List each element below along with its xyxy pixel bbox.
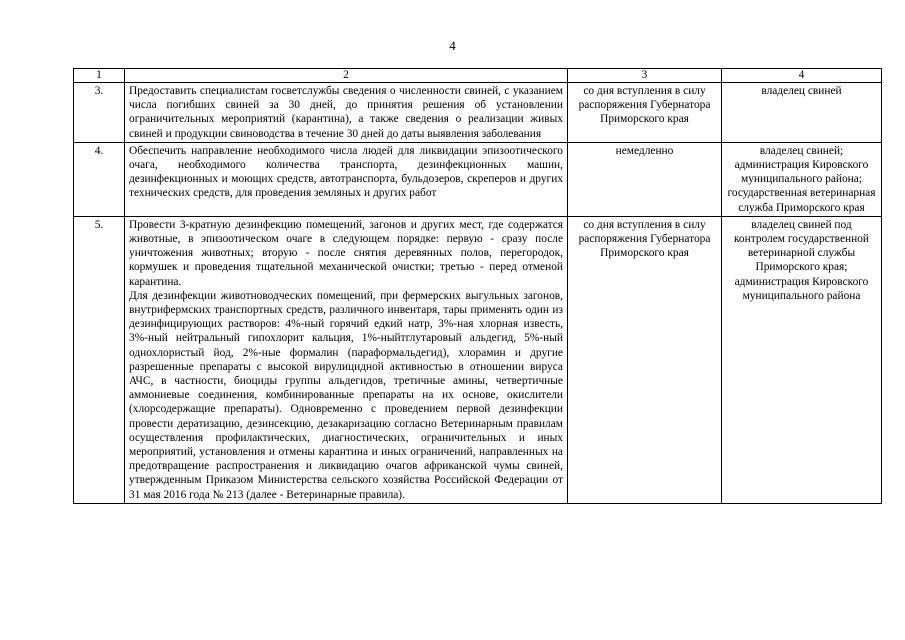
row-responsible: владелец свиней; администрация Кировского муниципального района; государственная ветеринарная служба Приморского края [722, 142, 882, 216]
measures-table [73, 68, 882, 504]
description-paragraph: Провести 3-кратную дезинфекцию помещений, загонов и других мест, где содержатся животные, в эпизоотическом очаге в следующем порядке: первую - сразу после уничтожения животных; вторую - после снятия деревянных полов, перегородок, кормушек и проведения тщательной механической очистки; третью - перед отменой карантина. [129, 218, 563, 288]
column-header: 1 [74, 69, 125, 83]
row-term: немедленно [568, 142, 722, 216]
row-number: 4. [74, 142, 125, 216]
row-term: со дня вступления в силу распоряжения Губернатора Приморского края [568, 216, 722, 503]
row-description [125, 142, 568, 216]
column-header: 3 [568, 69, 722, 83]
table-row [74, 83, 882, 143]
description-paragraph: Для дезинфекции животноводческих помещений, при фермерских выгульных загонов, внутрифермских транспортных средств, различного инвентаря, тары применять один из дезинфицирующих растворов: 4%-ный горячий едкий натр, 3%-ная хлорная известь, 3%-ный нейтральный гипохлорит кальция, 1%-ныйтглутаровый альдегид, 5%-ный однохлористый йод, 2%-ные формалин (параформальдегид), хлорамин и другие разрешенные препараты с высокой вирулицидной активностью в отношении вируса АЧС, в частности, биоциды группы альдегидов, третичные амины, четвертичные аммониевые соединения, комбинированные препараты на их основе, окислители (хлорсодержащие препараты). Одновременно с проведением первой дезинфекции провести дератизацию, дезинсекцию, дезакаризацию согласно Ветеринарным правилам осуществления профилактических, диагностических, ограничительных и иных мероприятий, установления и отмены карантина и иных ограничений, направленных на предотвращение распространения и ликвидацию очагов африканской чумы свиней, утвержденным Приказом Министерства сельского хозяйства Российской Федерации от 31 мая 2016 года № 213 (далее - Ветеринарные правила). [129, 289, 563, 501]
row-description [125, 216, 568, 503]
row-responsible: владелец свиней под контролем государственной ветеринарной службы Приморского края; администрация Кировского муниципального района [722, 216, 882, 503]
column-header: 2 [125, 69, 568, 83]
table-row [74, 142, 882, 216]
description-paragraph: Предоставить специалистам госветслужбы сведения о численности свиней, с указанием числа погибших свиней за 30 дней, до принятия решения об установлении ограничительных мероприятий (карантина), а также сведения о реализации живых свиней и продукции свиноводства в течение 30 дней до даты выявления заболевания [129, 85, 563, 140]
row-number: 3. [74, 83, 125, 143]
row-responsible: владелец свиней [722, 83, 882, 143]
row-number: 5. [74, 216, 125, 503]
page-number: 4 [449, 38, 456, 53]
table-row [74, 216, 882, 503]
column-header: 4 [722, 69, 882, 83]
table-header-row [74, 69, 882, 83]
row-term: со дня вступления в силу распоряжения Губернатора Приморского края [568, 83, 722, 143]
description-paragraph: Обеспечить направление необходимого числа людей для ликвидации эпизоотического очага, необходимого количества транспорта, дезинфекционных машин, дезинфекционных и моющих средств, автотранспорта, бульдозеров, скреперов и других технических средств, для проведения земляных и других работ [129, 144, 563, 200]
row-description [125, 83, 568, 143]
